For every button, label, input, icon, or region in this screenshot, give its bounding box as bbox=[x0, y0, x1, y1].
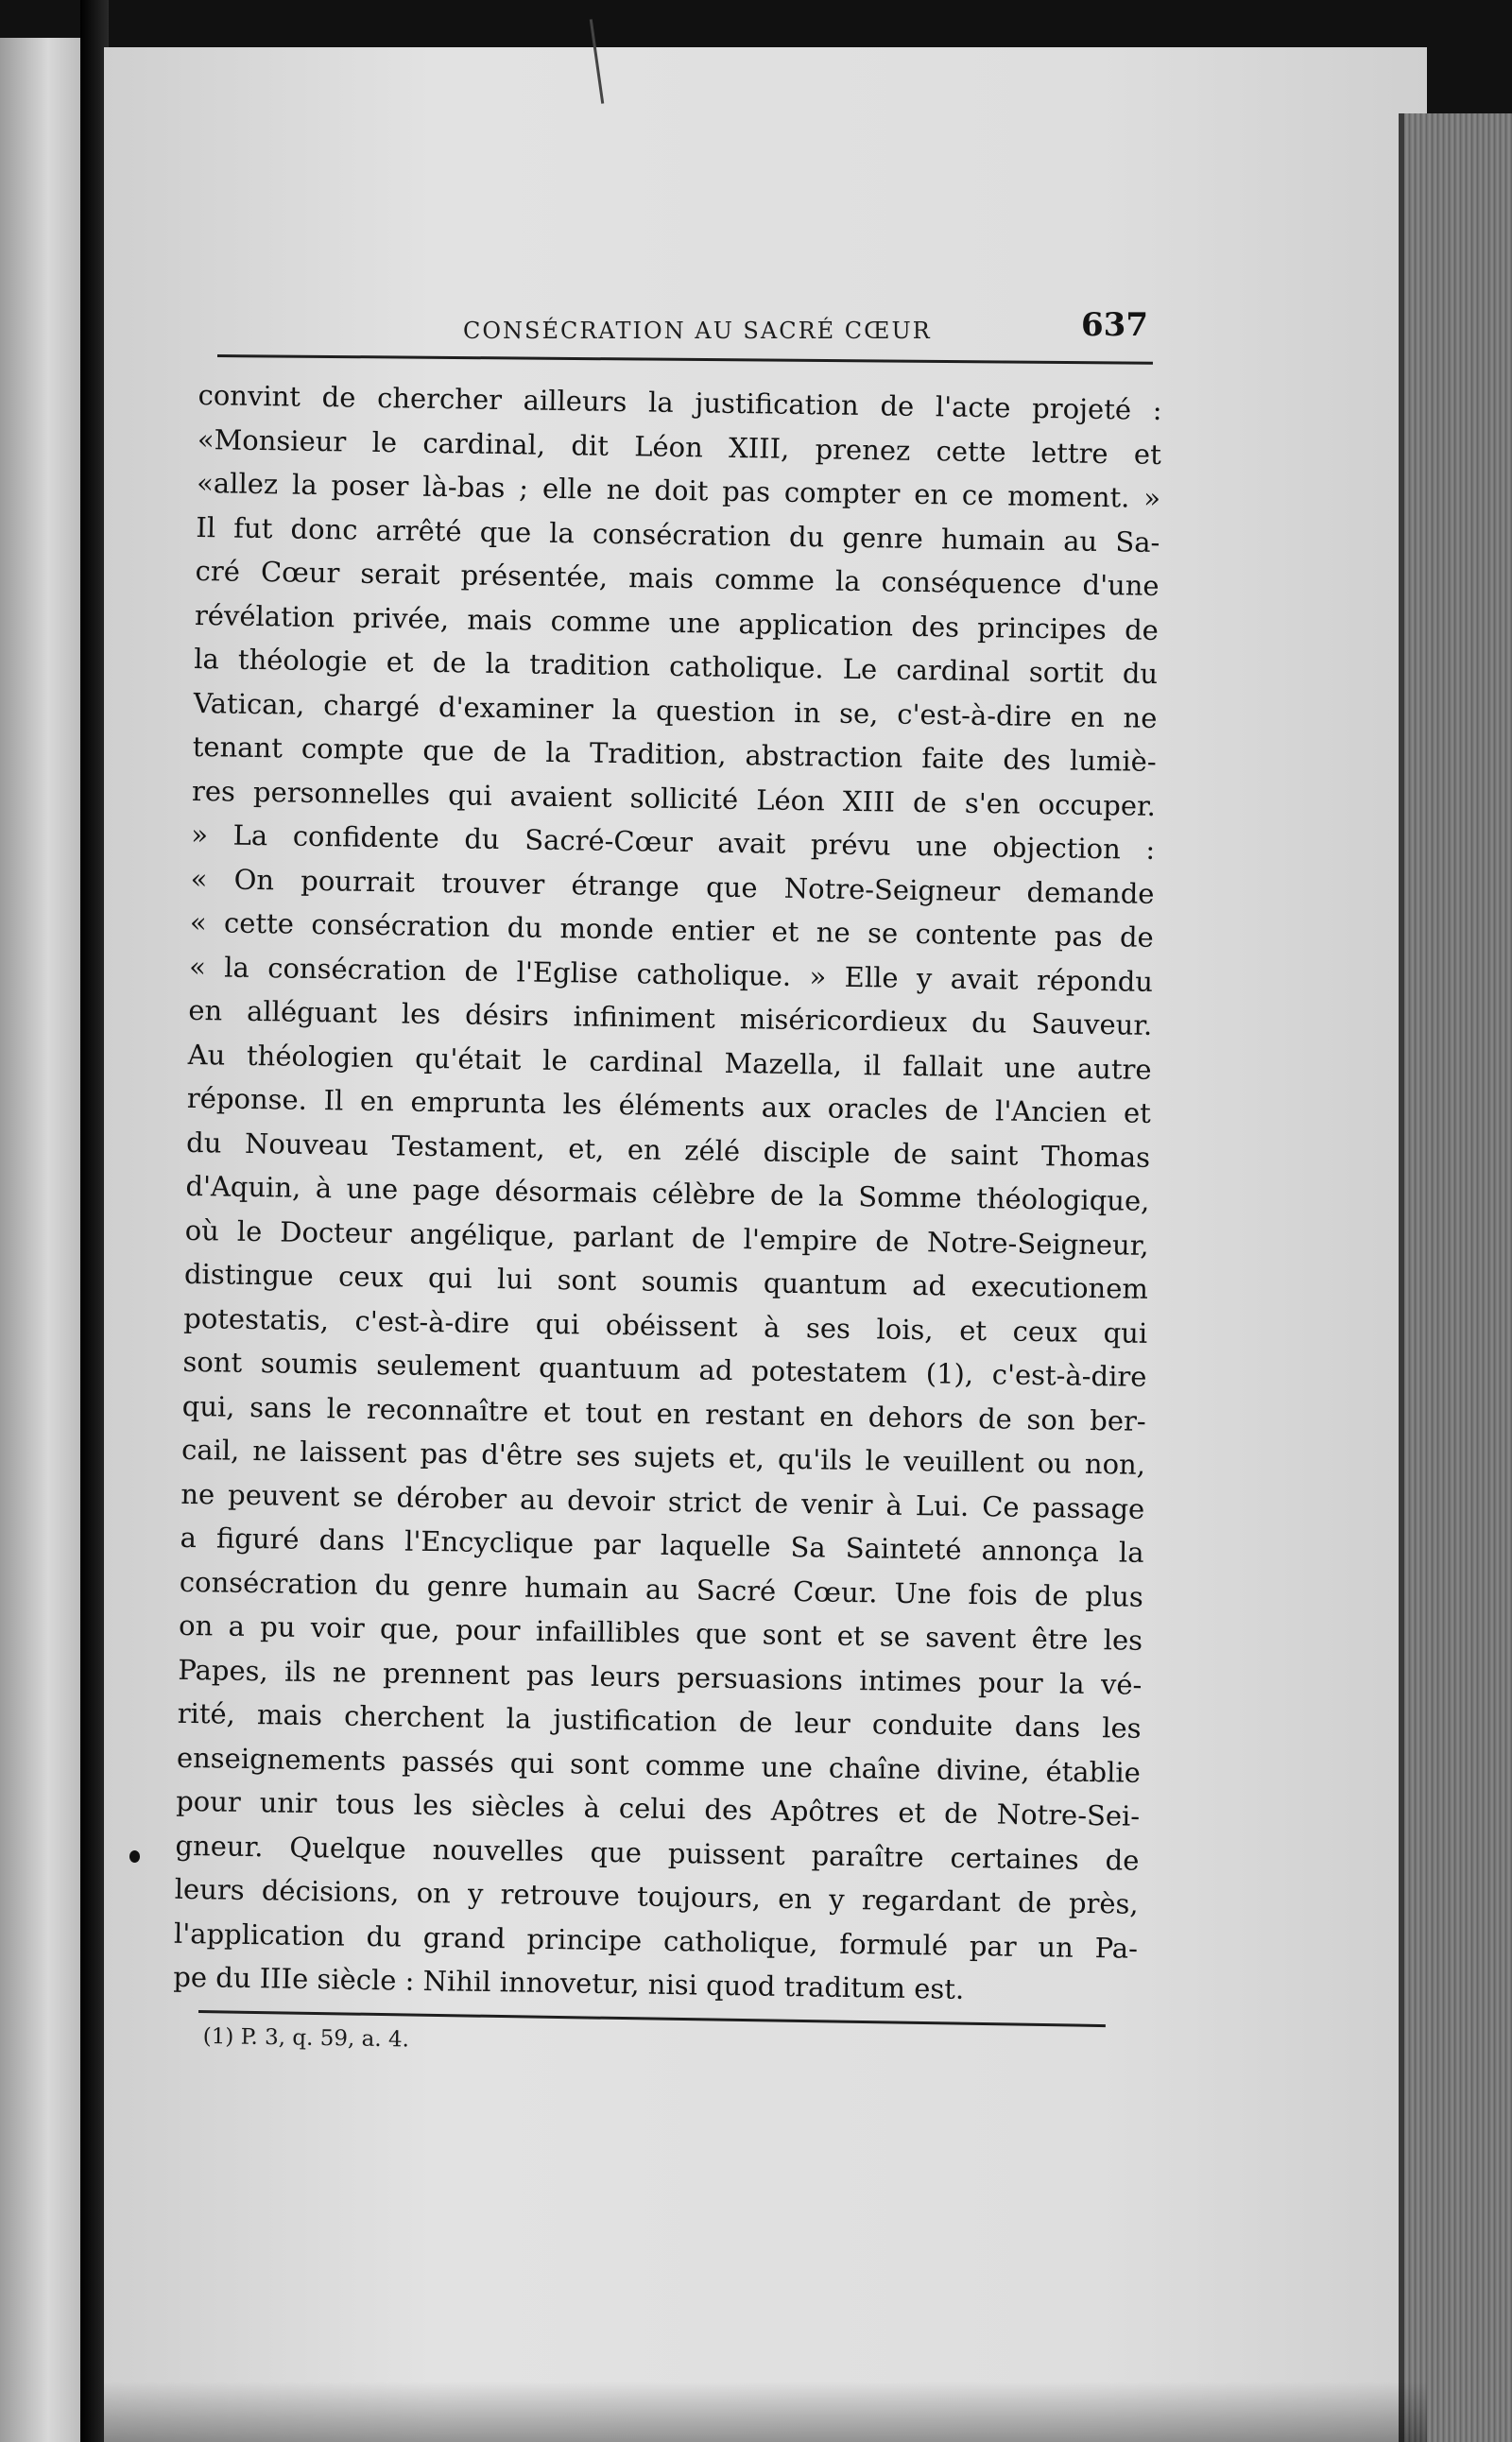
text-line: cail, ne laissent pas d'être ses sujets et, qu'ils le veuillent ou non, bbox=[180, 1433, 1146, 1481]
text-line: pour unir tous les siècles à celui des Apôtres et de Notre-Sei- bbox=[175, 1784, 1141, 1832]
text-line: « On pourrait trouver étrange que Notre-Seigneur demande bbox=[190, 862, 1155, 910]
text-line: pe du IIIe siècle : Nihil innovetur, nisi quod traditum est. bbox=[173, 1960, 965, 2005]
text-line: » La confidente du Sacré-Cœur avait prévu une objection : bbox=[191, 817, 1156, 866]
margin-ink-dot bbox=[129, 1850, 140, 1863]
text-line: ne peuvent se dérober au devoir strict de venir à Lui. Ce passage bbox=[180, 1477, 1145, 1525]
text-line: Vatican, chargé d'examiner la question in se, c'est-à-dire en ne bbox=[193, 686, 1158, 734]
text-line: où le Docteur angélique, parlant de l'empire de Notre-Seigneur, bbox=[184, 1213, 1149, 1262]
running-title: CONSÉCRATION AU SACRÉ CŒUR bbox=[463, 318, 932, 344]
body-text bbox=[173, 373, 1162, 2014]
text-line: tenant compte que de la Tradition, abstraction faite des lumiè- bbox=[192, 730, 1157, 778]
text-line: convint de chercher ailleurs la justification de l'acte projeté : bbox=[198, 378, 1162, 427]
text-line: «allez la poser là-bas ; elle ne doit pas compter en ce moment. » bbox=[196, 466, 1161, 515]
text-line: en alléguant les désirs infiniment miséricordieux du Sauveur. bbox=[188, 993, 1153, 1041]
page-number: 637 bbox=[1081, 306, 1148, 344]
text-line: d'Aquin, à une page désormais célèbre de la Somme théologique, bbox=[185, 1169, 1150, 1217]
text-line: leurs décisions, on y retrouve toujours, en y regardant de près, bbox=[174, 1872, 1139, 1920]
text-line: enseignements passés qui sont comme une chaîne divine, établie bbox=[176, 1741, 1142, 1789]
text-line: sont soumis seulement quantuum ad potestatem (1), c'est-à-dire bbox=[182, 1345, 1147, 1393]
text-line: qui, sans le reconnaître et tout en restant en dehors de son ber- bbox=[181, 1389, 1146, 1437]
text-line: cré Cœur serait présentée, mais comme la conséquence d'une bbox=[195, 554, 1160, 602]
text-line: Au théologien qu'était le cardinal Mazella, il fallait une autre bbox=[187, 1038, 1152, 1086]
text-line: on a pu voir que, pour infaillibles que sont et se savent être les bbox=[178, 1608, 1143, 1657]
text-line: res personnelles qui avaient sollicité Léon XIII de s'en occuper. bbox=[191, 774, 1157, 822]
text-line: « cette consécration du monde entier et ne se contente pas de bbox=[189, 905, 1155, 954]
text-line: «Monsieur le cardinal, dit Léon XIII, prenez cette lettre et bbox=[197, 422, 1162, 471]
running-head bbox=[222, 301, 1158, 357]
text-line: Il fut donc arrêté que la consécration du genre humain au Sa- bbox=[196, 510, 1160, 559]
bottom-shadow bbox=[104, 2382, 1427, 2442]
text-line: « la consécration de l'Eglise catholique. » Elle y avait répondu bbox=[188, 950, 1154, 998]
text-line: gneur. Quelque nouvelles que puissent paraître certaines de bbox=[175, 1829, 1140, 1877]
footnote: (1) P. 3, q. 59, a. 4. bbox=[202, 2024, 410, 2053]
text-line: l'application du grand principe catholique, formulé par un Pa- bbox=[173, 1917, 1139, 1965]
text-line: potestatis, c'est-à-dire qui obéissent à ses lois, et ceux qui bbox=[183, 1301, 1148, 1350]
text-line: la théologie et de la tradition catholique. Le cardinal sortit du bbox=[193, 642, 1159, 690]
text-line: distingue ceux qui lui sont soumis quantum ad executionem bbox=[183, 1257, 1149, 1305]
text-line: du Nouveau Testament, et, en zélé disciple de saint Thomas bbox=[185, 1126, 1151, 1174]
text-line: réponse. Il en emprunta les éléments aux oracles de l'Ancien et bbox=[186, 1081, 1152, 1129]
text-line: consécration du genre humain au Sacré Cœur. Une fois de plus bbox=[179, 1565, 1144, 1613]
text-line: Papes, ils ne prennent pas leurs persuasions intimes pour la vé- bbox=[178, 1653, 1143, 1701]
text-line: a figuré dans l'Encyclique par laquelle Sa Sainteté annonça la bbox=[180, 1521, 1144, 1569]
left-page-edge bbox=[0, 38, 80, 2442]
text-line: révélation privée, mais comme une application des principes de bbox=[194, 598, 1160, 646]
right-page-edges bbox=[1399, 113, 1512, 2442]
text-line: rité, mais cherchent la justification de leur conduite dans les bbox=[177, 1696, 1142, 1745]
